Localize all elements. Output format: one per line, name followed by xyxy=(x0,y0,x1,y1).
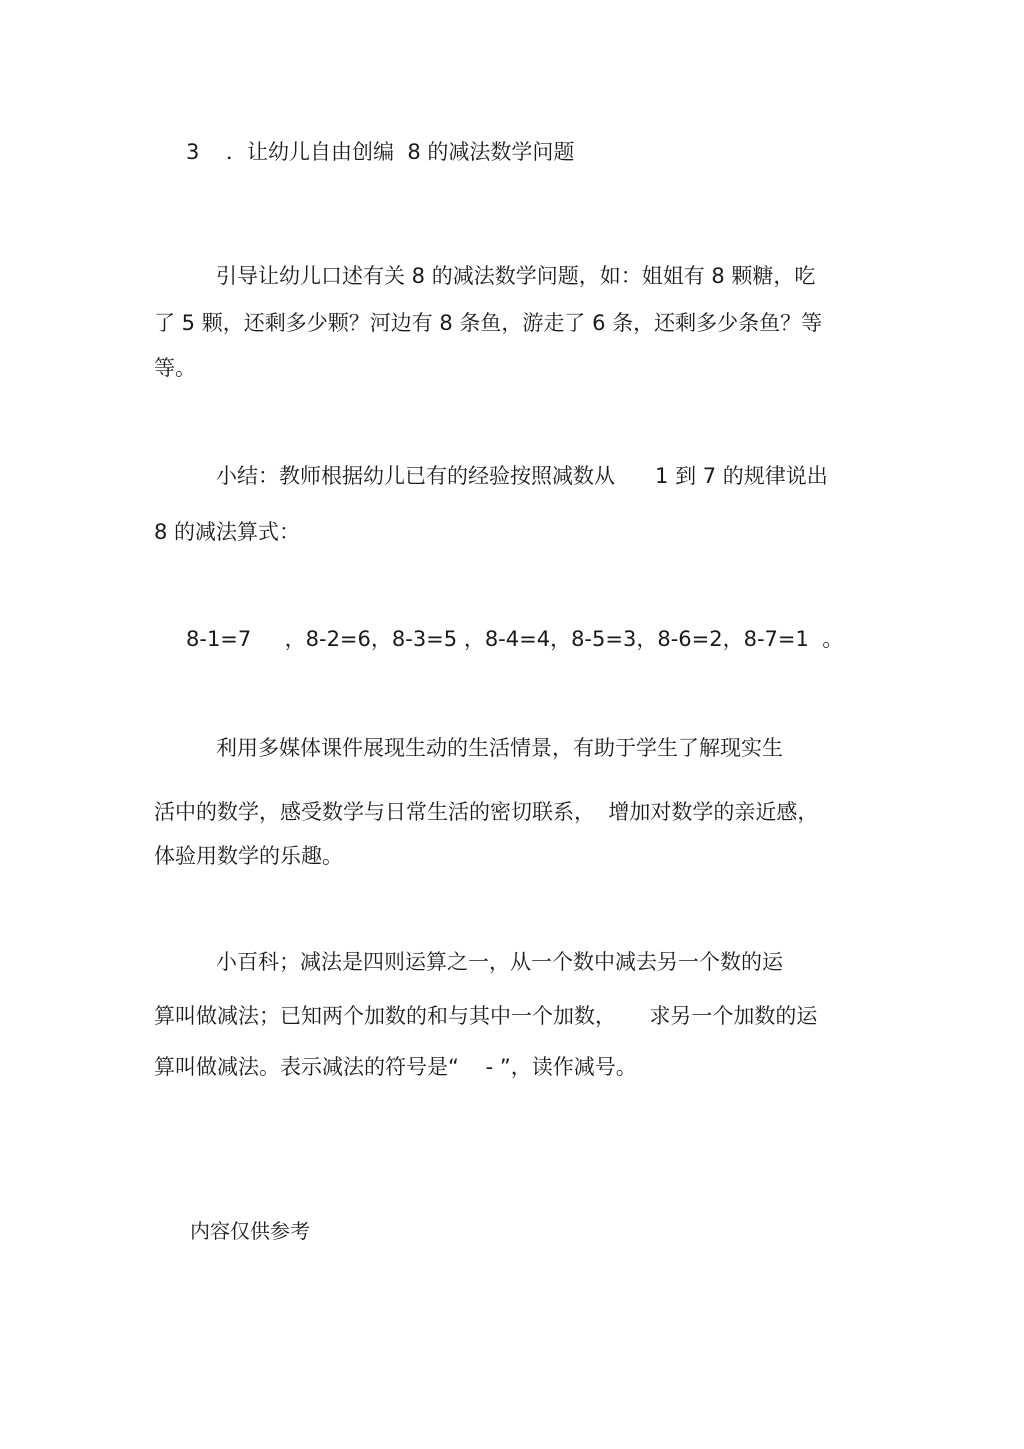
paragraph-3-line-1: 利用多媒体课件展现生动的生活情景，有助于学生了解现实生 xyxy=(216,736,783,760)
paragraph-2-line-2: 8 的减法算式： xyxy=(154,520,301,544)
heading-number: 3 xyxy=(186,140,200,164)
paragraph-1-line-2: 了 5 颗，还剩多少颗？河边有 8 条鱼，游走了 6 条，还剩多少条鱼？等 xyxy=(154,311,823,335)
paragraph-4-line-1: 小百科；减法是四则运算之一，从一个数中减去另一个数的运 xyxy=(216,950,783,974)
paragraph-4-line-3: 算叫做减法。表示减法的符号是“ - ”，读作减号。 xyxy=(154,1055,637,1079)
paragraph-2-line-1: 小结：教师根据幼儿已有的经验按照减数从 1 到 7 的规律说出 xyxy=(216,464,828,488)
heading-text: ．让幼儿自由创编 8 的减法数学问题 xyxy=(226,140,575,164)
footer-note: 内容仅供参考 xyxy=(190,1219,310,1243)
section-heading xyxy=(186,139,574,165)
paragraph-3-line-3: 体验用数学的乐趣。 xyxy=(154,844,343,868)
paragraph-4-line-2: 算叫做减法；已知两个加数的和与其中一个加数， 求另一个加数的运 xyxy=(154,1004,818,1028)
paragraph-1-line-3: 等。 xyxy=(154,356,196,380)
paragraph-1-line-1: 引导让幼儿口述有关 8 的减法数学问题，如：姐姐有 8 颗糖，吃 xyxy=(216,264,816,288)
subtraction-equations: 8-1=7 ，8-2=6，8-3=5 ，8-4=4，8-5=3，8-6=2，8-7=1 。 xyxy=(186,627,844,651)
paragraph-3-line-2: 活中的数学，感受数学与日常生活的密切联系， 增加对数学的亲近感， xyxy=(154,800,819,824)
